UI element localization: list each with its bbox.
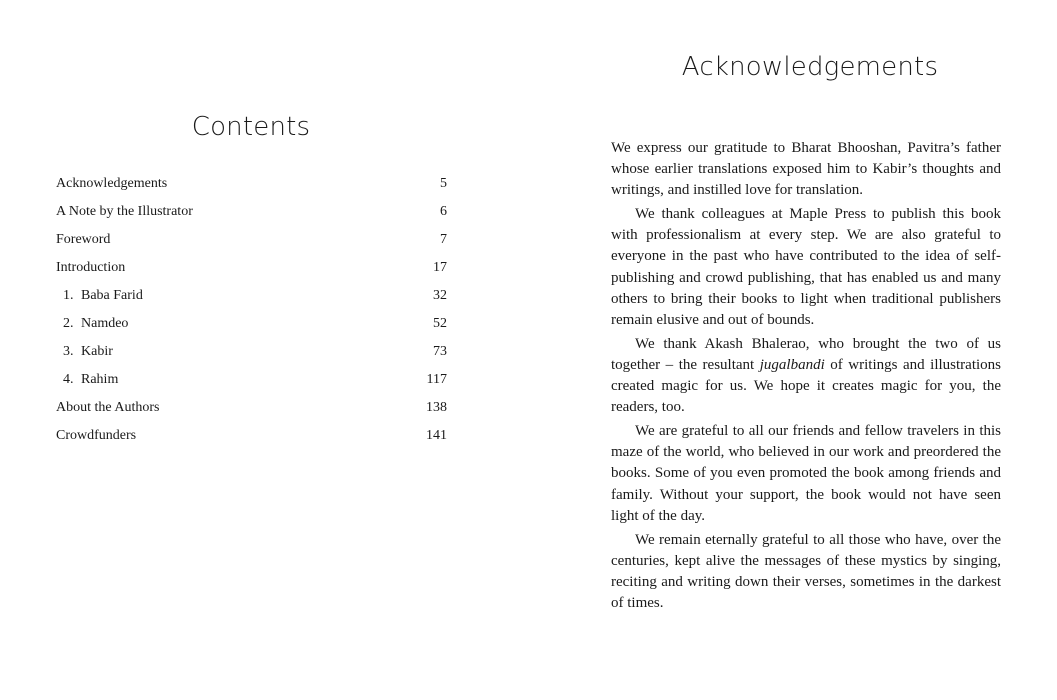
toc-entry-label-wrap [56,316,128,332]
paragraph: We remain eternally grateful to all those who have, over the centuries, kept alive the messages of these mystics by singing, reciting and writing down their verses, sometimes in the darkest of times. [611,531,1001,611]
toc-entry-namdeo[interactable] [56,316,447,344]
toc-entry-label: Introduction [56,260,126,275]
toc-entry-page: 32 [433,288,447,303]
acknowledgements-body [611,138,1001,617]
toc-entry-label-wrap [56,344,113,360]
toc-entry-page: 52 [433,316,447,331]
toc-entry-number: 3. [63,344,74,359]
toc-entry-label: Rahim [81,372,119,387]
paragraph: We express our gratitude to Bharat Bhooshan, Pavitra’s father whose earlier translations exposed him to Kabir’s thoughts and writings, and instilled love for translation. [611,140,1001,199]
toc-entry-about-the-authors[interactable] [56,400,447,428]
toc-entry-introduction[interactable] [56,260,447,288]
toc-entry-baba-farid[interactable] [56,288,447,316]
toc-entry-kabir[interactable] [56,344,447,372]
toc-entry-rahim[interactable] [56,372,447,400]
toc-entry-label-wrap [56,372,118,388]
contents-page [0,0,500,700]
paragraph: We thank colleagues at Maple Press to publish this book with professionalism at every step. We are also grateful to everyone in the past who have contributed to the idea of self-publishing and crowd publishing, that has enabled us and many others to bring their books to light when traditional publishers remain elusive and out of bounds. [611,206,1001,328]
toc-entry-label: Baba Farid [81,288,143,303]
paragraph: We are grateful to all our friends and fellow travelers in this maze of the world, who believed in our work and preordered the books. Some of you even promoted the book among friends and family. Without your support, the book would not have seen light of the day. [611,423,1001,524]
toc-entry-number: 2. [63,316,74,331]
toc-entry-page: 17 [433,260,447,275]
toc-entry-label-wrap [56,288,143,304]
toc-entry-crowdfunders[interactable] [56,428,447,456]
toc-entry-page: 141 [426,428,447,443]
toc-entry-page: 117 [426,372,447,387]
toc-entry-page: 6 [440,204,447,219]
toc-entry-note-by-illustrator[interactable] [56,204,447,232]
toc-entry-foreword[interactable] [56,232,447,260]
toc-entry-page: 5 [440,176,447,191]
acknowledgements-page [560,0,1057,700]
table-of-contents [56,176,447,456]
toc-entry-number: 1. [63,288,74,303]
italic-term: jugalbandi [759,356,825,373]
toc-entry-acknowledgements[interactable] [56,176,447,204]
paragraph-text: We thank Akash Bhalerao, who brought the two of us together – the resultant [611,335,1001,373]
paragraph [611,334,1001,418]
toc-entry-label: Crowdfunders [56,428,137,443]
acknowledgements-title: Acknowledgements [681,52,939,82]
toc-entry-number: 4. [63,372,74,387]
toc-entry-label: Acknowledgements [56,176,168,191]
toc-entry-page: 138 [426,400,447,415]
contents-title: Contents [191,112,311,142]
toc-entry-label: Namdeo [81,316,129,331]
paragraph-text: of writings and illustrations created magic for us. We hope it creates magic for you, the readers, too. [611,356,1002,416]
toc-entry-page: 7 [440,232,447,247]
toc-entry-label: Foreword [56,232,111,247]
toc-entry-label: A Note by the Illustrator [56,204,193,219]
toc-entry-label: Kabir [81,344,113,359]
toc-entry-label: About the Authors [56,400,160,415]
toc-entry-page: 73 [433,344,447,359]
